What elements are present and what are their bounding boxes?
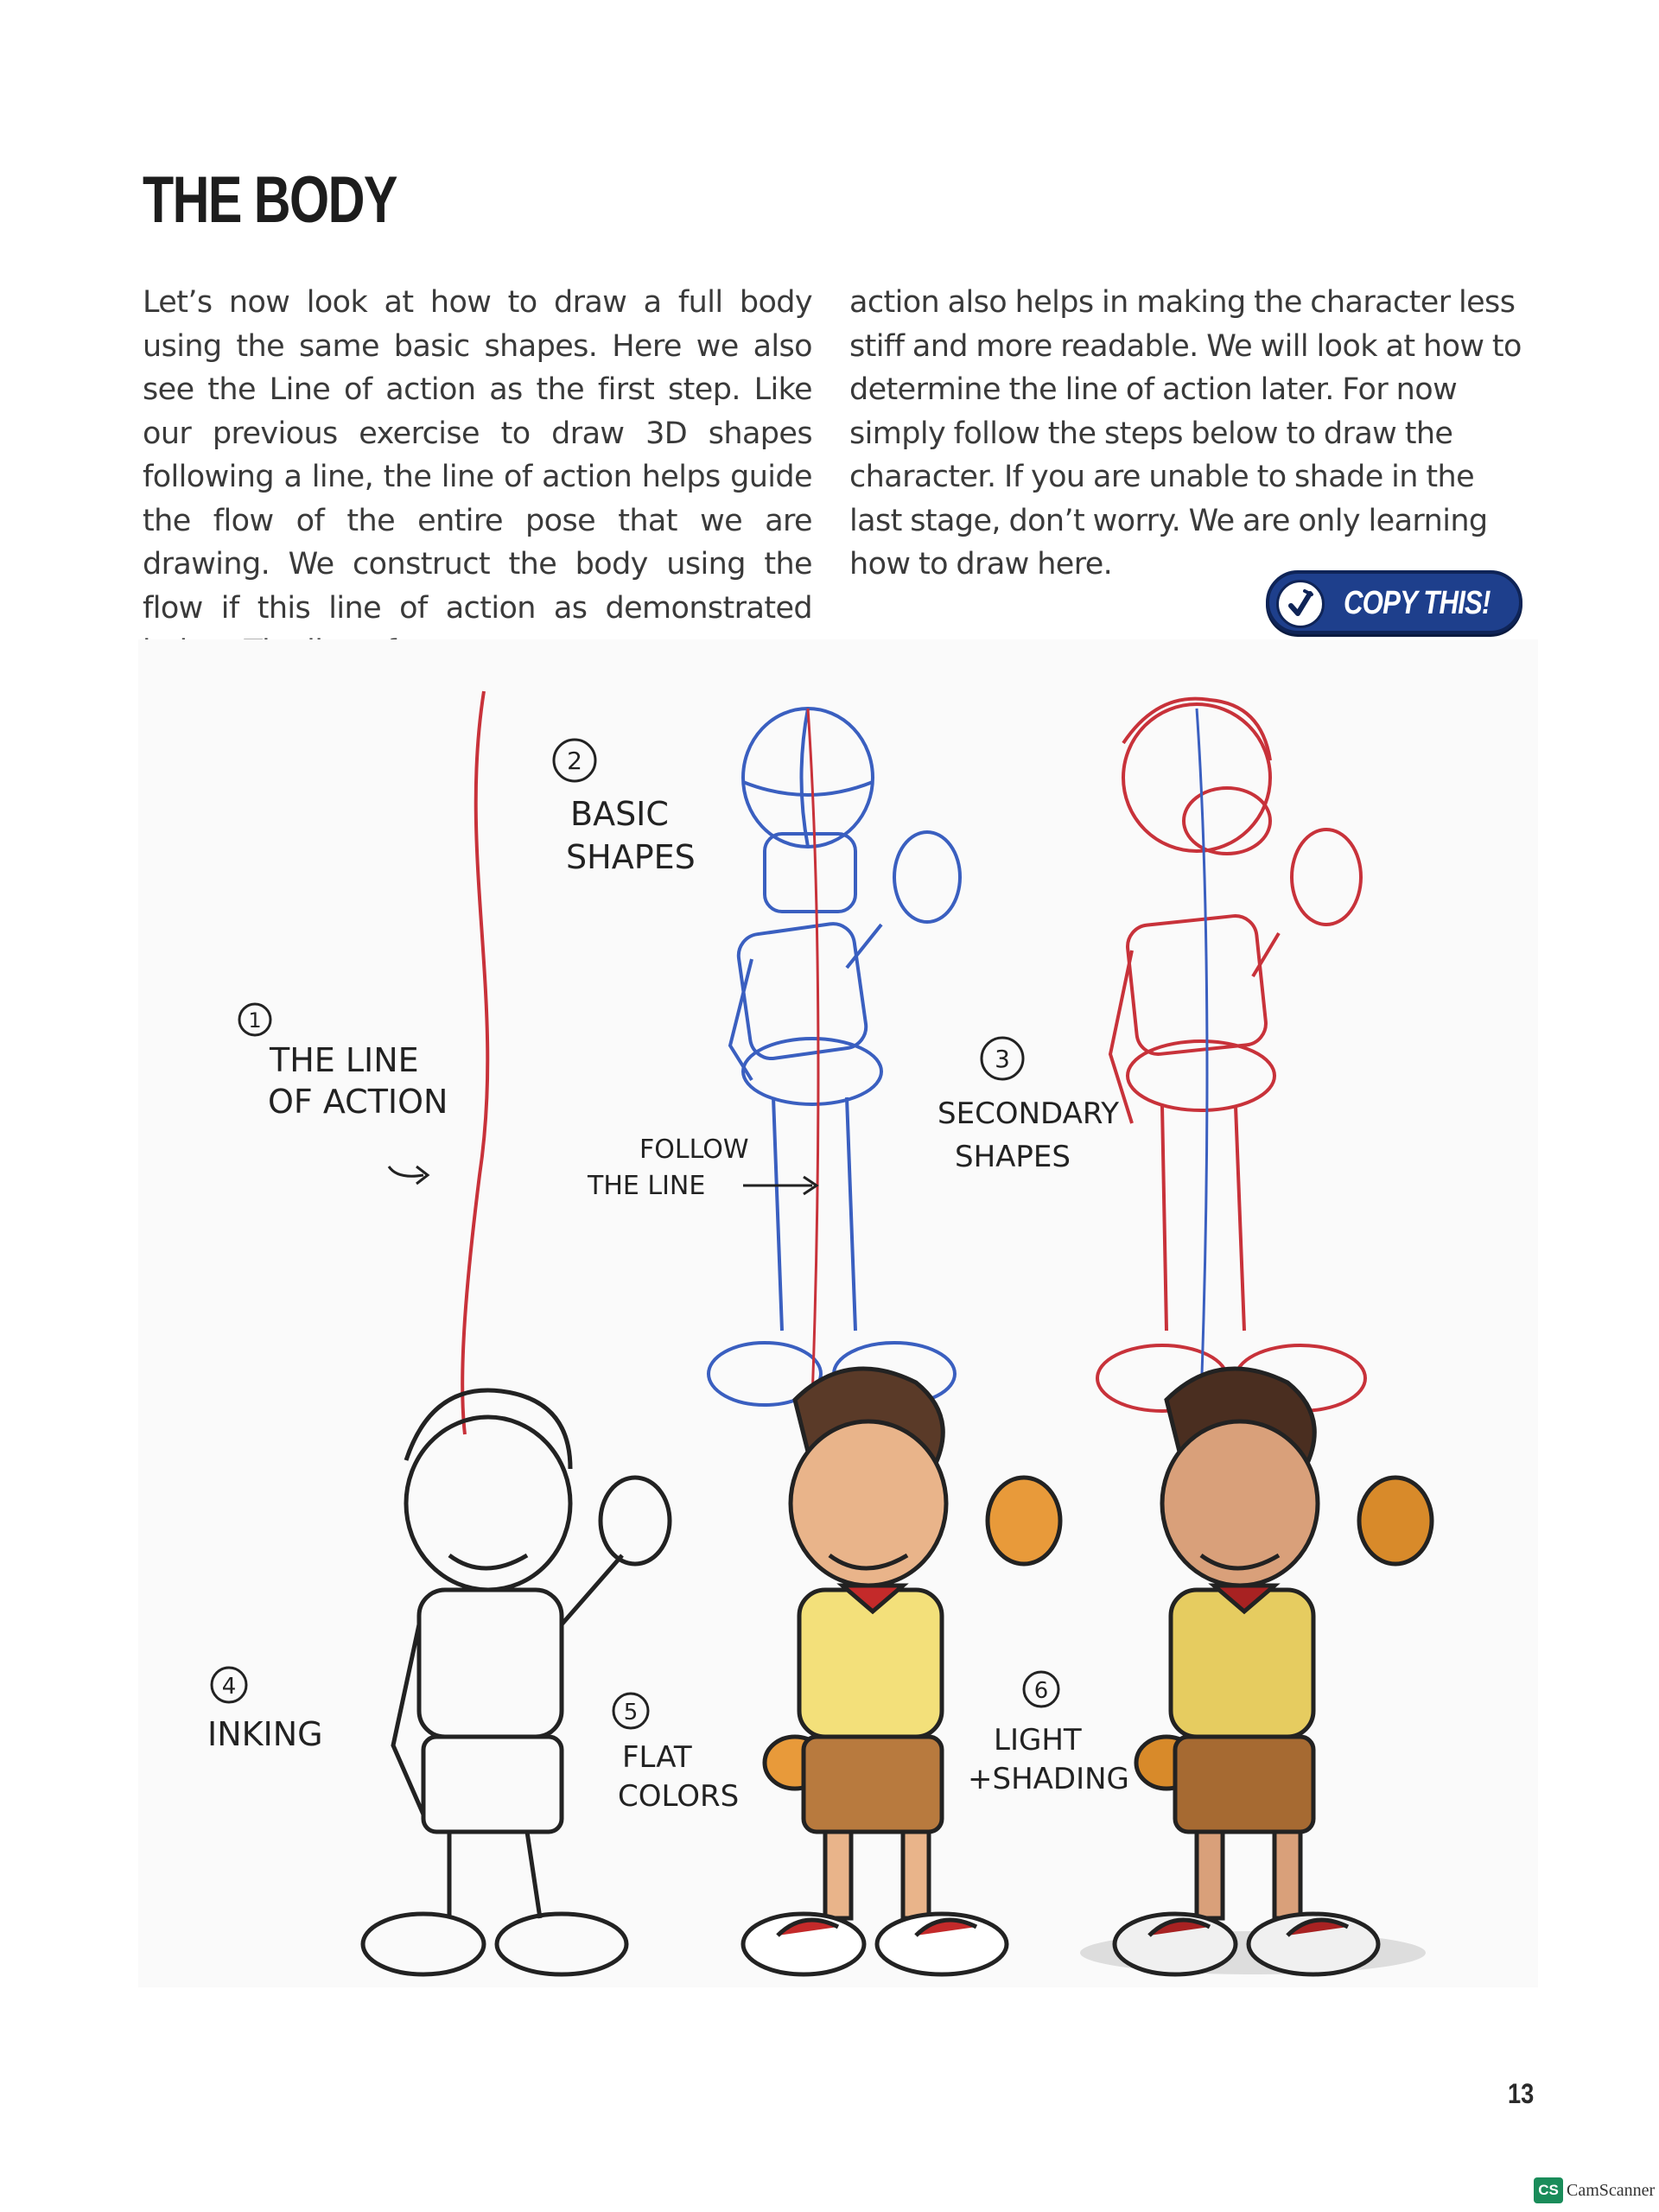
camscanner-watermark	[1534, 2176, 1655, 2205]
body-text-left: Let’s now look at how to draw a full body using the same basic shapes. Here we also see the Line of action as the first step. Like our previous exercise to draw 3D shapes following a line, the line of action helps guide the flow of the entire pose that we are drawing. We construct the body using the flow if this line of action as demonstrated	[143, 285, 812, 626]
step2-number: 2	[567, 747, 582, 775]
step6-light-shading	[968, 1369, 1432, 1974]
page-number: 13	[1508, 2078, 1535, 2109]
steps-drawing	[138, 639, 1538, 1987]
character-steps-illustration	[138, 639, 1538, 1987]
step2-label-line2: SHAPES	[566, 838, 696, 876]
step5-flat-colors	[613, 1369, 1060, 1974]
step5-number: 5	[623, 1700, 639, 1726]
follow-line1: FOLLOW	[639, 1135, 749, 1165]
step6-number: 6	[1033, 1678, 1049, 1704]
step4-number: 4	[221, 1674, 237, 1700]
step4-label-line1: INKING	[207, 1715, 323, 1753]
step2-label-line1: BASIC	[570, 795, 669, 833]
pencil-check-icon	[1276, 580, 1325, 628]
step1-line-of-action	[239, 691, 487, 1434]
camscanner-text: CamScanner	[1567, 2180, 1656, 2200]
copy-this-badge	[1266, 570, 1522, 634]
step6-label-line2: +SHADING	[968, 1762, 1129, 1796]
follow-line2: THE LINE	[588, 1171, 706, 1201]
step3-secondary-shapes	[938, 699, 1365, 1411]
page-title: THE BODY	[143, 163, 397, 237]
step2-basic-shapes	[554, 709, 960, 1405]
step6-label-line1: LIGHT	[994, 1723, 1082, 1758]
badge-label: COPY THIS!	[1344, 585, 1491, 621]
step5-label-line1: FLAT	[622, 1740, 692, 1775]
pencil-check-icon-svg	[1279, 582, 1322, 626]
camscanner-logo: CS	[1534, 2177, 1563, 2203]
step3-number: 3	[995, 1045, 1010, 1073]
step4-inking	[207, 1390, 670, 1974]
body-text-right: action also helps in making the character less stiff and more readable. We will look at how to determine the line of action later. For now simply follow the steps below to draw the character. If you are unable to shade in the last stage, don’t worry. We are only learning how to draw here.	[849, 285, 1522, 582]
step1-number: 1	[248, 1008, 262, 1033]
step1-label-line2: OF ACTION	[268, 1083, 448, 1121]
step3-label-line1: SECONDARY	[938, 1096, 1120, 1131]
follow-the-line-annotation	[587, 1135, 817, 1201]
step1-label-line1: THE LINE	[270, 1041, 419, 1079]
step5-label-line2: COLORS	[618, 1779, 740, 1814]
step3-label-line2: SHAPES	[955, 1140, 1071, 1174]
